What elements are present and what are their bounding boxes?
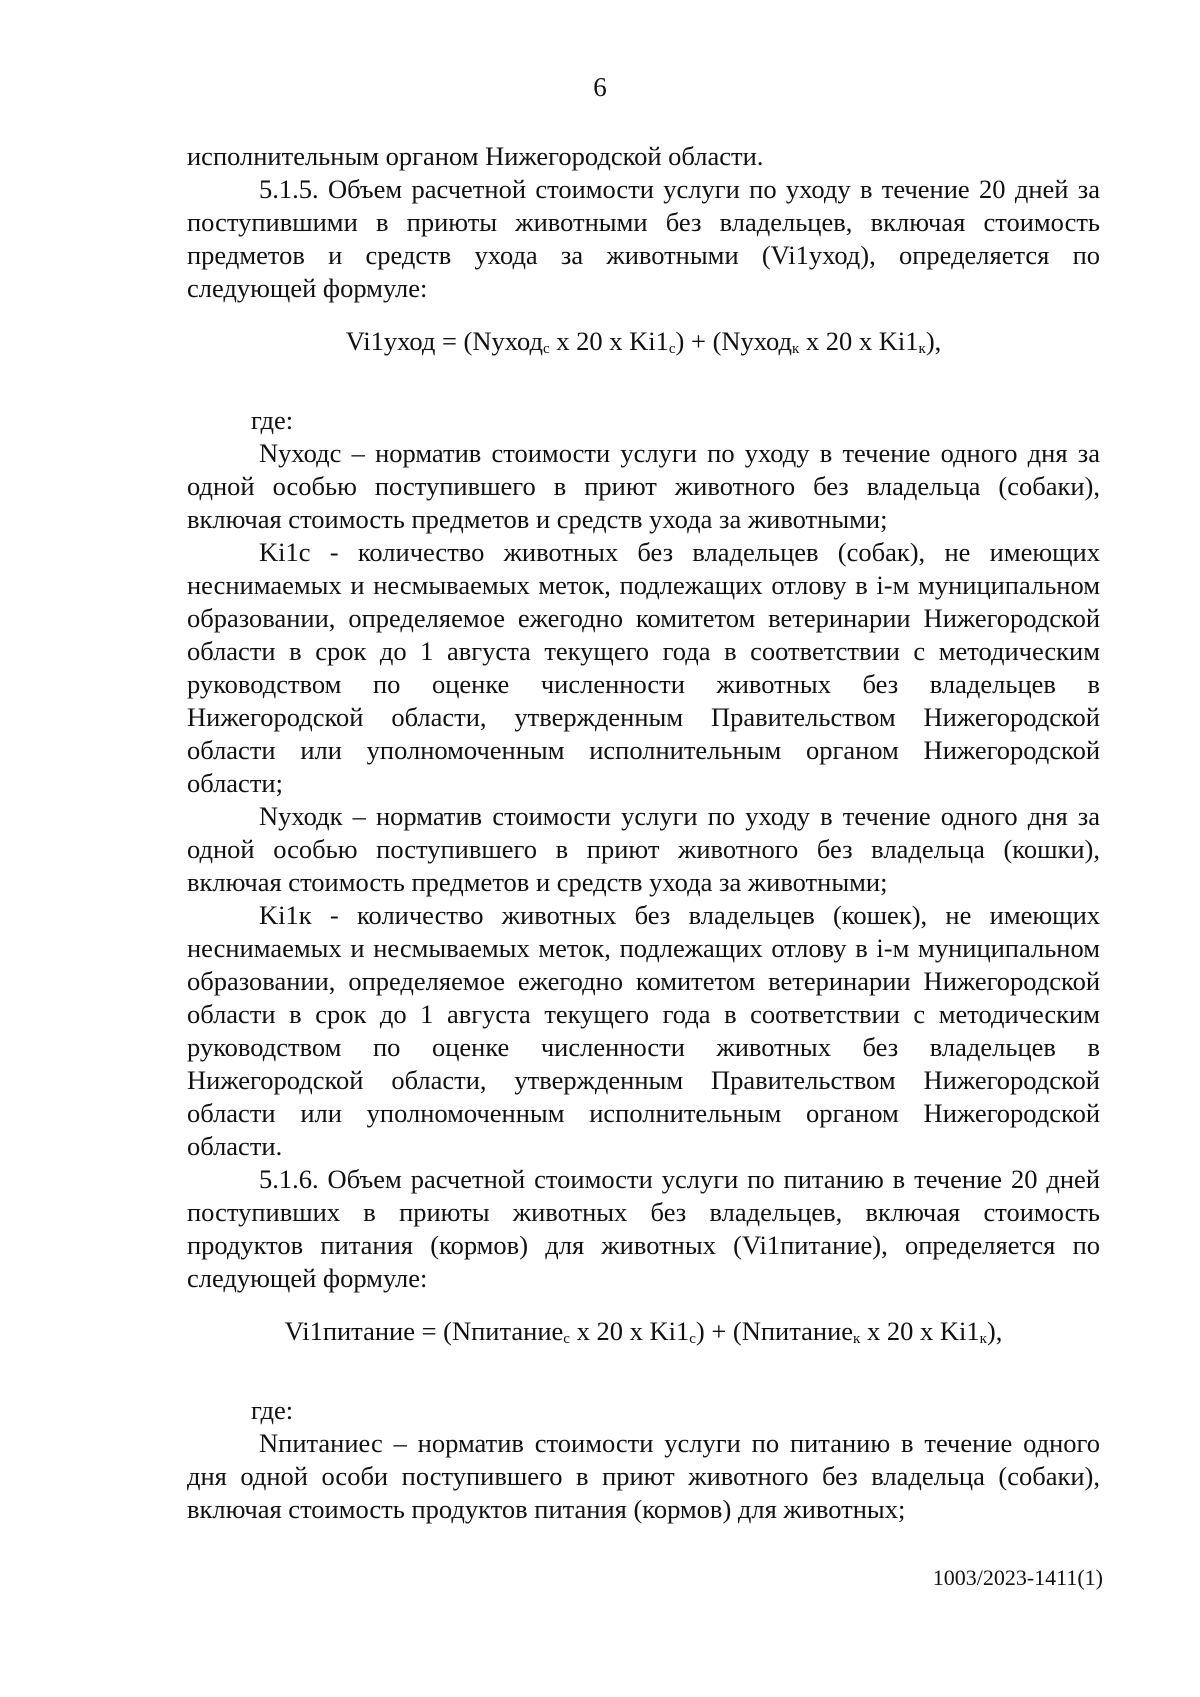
where-label: где: [251, 405, 294, 435]
formula-subscript: с [668, 341, 676, 357]
formula-subscript: с [689, 1331, 696, 1347]
where-label: где: [251, 1395, 294, 1425]
formula-subscript: к [918, 341, 926, 357]
definition-ki1-c: Ki1с - количество животных без владельцев (собак), не имеющих неснимаемых и несмываемых меток, подлежащих отлову в i-м муниципальном образовании, определяемое ежегодно комитетом ветеринарии Нижегородской области в срок до 1 августа текущего года в соответствии с методическим руководством по оценке численности животных без владельцев в Нижегородской области, утвержденным Правительством Нижегородской области или уполномоченным исполнительным органом Нижегородской области; [187, 537, 1100, 798]
formula-part: Vi1уход = (Nуход [345, 326, 543, 356]
formula-subscript: к [979, 1331, 987, 1347]
formula-subscript: с [563, 1331, 570, 1347]
formula-part: ) + (Nпитание [695, 1316, 854, 1346]
document-body [187, 140, 1100, 1526]
paragraph-continuation: исполнительным органом Нижегородской области. [187, 141, 764, 171]
formula-part: х 20 х Ki1 [549, 326, 669, 356]
formula-pitanie [187, 1315, 1100, 1356]
paragraph-5-1-5: 5.1.5. Объем расчетной стоимости услуги по уходу в течение 20 дней за поступившими в приюты животными без владельцев, включая стоимость предметов и средств ухода за животными (Vi1уход), определяется по следующей формуле: [187, 174, 1100, 303]
formula-part: х 20 х Ki1 [860, 1316, 980, 1346]
formula-part: х 20 х Ki1 [569, 1316, 690, 1346]
paragraph-5-1-6: 5.1.6. Объем расчетной стоимости услуги по питанию в течение 20 дней поступивших в приюты животных без владельцев, включая стоимость продуктов питания (кормов) для животных (Vi1питание), определяется по следующей формуле: [187, 1164, 1100, 1293]
formula-uhod [187, 325, 1100, 366]
formula-subscript: к [792, 341, 800, 357]
formula-part: Vi1питание = (Nпитание [284, 1316, 564, 1346]
document-code: 1003/2023-1411(1) [932, 1565, 1103, 1590]
formula-part: ) + (Nуход [675, 326, 792, 356]
formula-part: ), [986, 1316, 1003, 1346]
page-number: 6 [593, 72, 607, 102]
formula-part: ), [925, 326, 942, 356]
formula-subscript: с [542, 341, 550, 357]
definition-npitanie-c: Nпитаниес – норматив стоимости услуги по питанию в течение одного дня одной особи поступившего в приют животного без владельца (собаки), включая стоимость продуктов питания (кормов) для животных; [187, 1428, 1100, 1524]
definition-ki1-k: Ki1к - количество животных без владельцев (кошек), не имеющих неснимаемых и несмываемых меток, подлежащих отлову в i-м муниципальном образовании, определяемое ежегодно комитетом ветеринарии Нижегородской области в срок до 1 августа текущего года в соответствии с методическим руководством по оценке численности животных без владельцев в Нижегородской области, утвержденным Правительством Нижегородской области или уполномоченным исполнительным органом Нижегородской области. [187, 900, 1100, 1161]
formula-part: х 20 х Ki1 [799, 326, 919, 356]
definition-nuhod-c: Nуходс – норматив стоимости услуги по уходу в течение одного дня за одной особью поступившего в приют животного без владельца (собаки), включая стоимость предметов и средств ухода за животными; [187, 438, 1100, 534]
definition-nuhod-k: Nуходк – норматив стоимости услуги по уходу в течение одного дня за одной особью поступившего в приют животного без владельца (кошки), включая стоимость предметов и средств ухода за животными; [187, 801, 1100, 897]
formula-subscript: к [853, 1331, 861, 1347]
